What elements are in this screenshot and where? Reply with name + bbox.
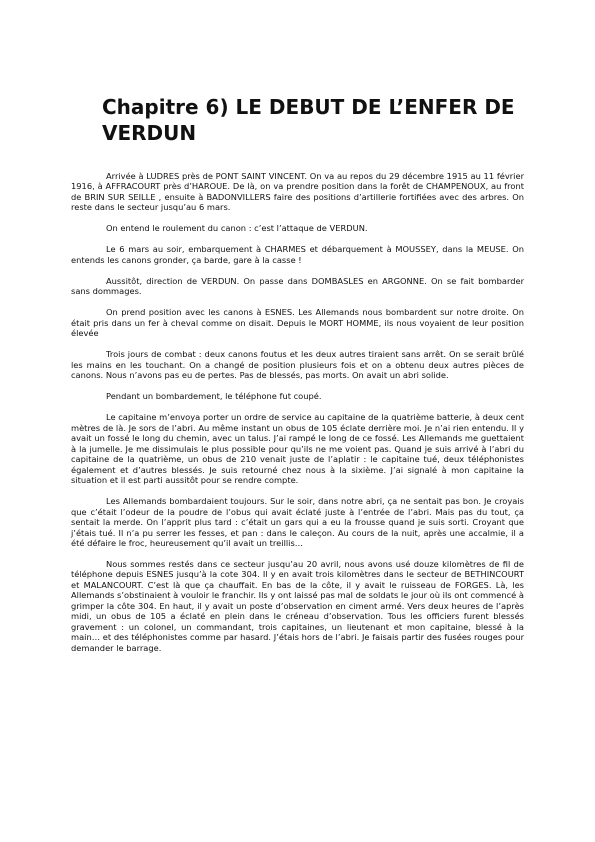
chapter-title: Chapitre 6) LE DEBUT DE L’ENFER DE VERDUN [102, 95, 515, 145]
chapter-body [71, 171, 524, 653]
paragraph: Aussitôt, direction de VERDUN. On passe dans DOMBASLES en ARGONNE. On se fait bombarder sans dommages. [71, 275, 524, 297]
paragraph: On entend le roulement du canon : c’est l’attaque de VERDUN. [106, 223, 368, 234]
paragraph: Le 6 mars au soir, embarquement à CHARMES et débarquement à MOUSSEY, dans la MEUSE. On entends les canons gronder, ça barde, gare à la casse ! [71, 244, 524, 265]
paragraph: Nous sommes restés dans ce secteur jusqu’au 20 avril, nous avons usé douze kilomètres de fil de téléphone depuis ESNES jusqu’à la cote 304. Il y en avait trois kilomètres dans le secteur de BETHINCOURT et MALANCOURT. C’est là que ça chauffait. En bas de la côte, il y avait le ruisseau de FORGES. Là, les Allemands s’obstinaient à vouloir le franchir. Ils y ont laissé pas mal de soldats le jour où ils ont commencé à grimper la côte 304. En haut, il y avait un poste d’observation en ciment armé. Vers deux heures de l’après midi, un obus de 105 a éclaté en plein dans le créneau d’observation. Tous les officiers furent blessés gravement : un colonel, un commandant, trois capitaines, un lieutenant et mon capitaine, blessé à la main… et des téléphonistes comme par hasard. J’étais hors de l’abri. Je faisais partir des fusées rouges pour demander le barrage. [71, 559, 524, 653]
paragraph: Les Allemands bombardaient toujours. Sur le soir, dans notre abri, ça ne sentait pas bon. Je croyais que c’était l’odeur de la poudre de l’obus qui avait éclaté juste à l’entrée de l’abri. Mais pas du tout, ça sentait la merde. On l’apprit plus tard : c’était un gars qui a eu la frousse quand je suis sorti. Croyant que j’étais tué. Il n’a pu serrer les fesses, et pan : dans le caleçon. Au cours de la nuit, après une accalmie, il a été défaire le froc, heureusement qu’il avait un treillis… [71, 496, 524, 548]
paragraph: Pendant un bombardement, le téléphone fut coupé. [106, 391, 322, 402]
paragraph: Trois jours de combat : deux canons foutus et les deux autres tiraient sans arrêt. On se serait brûlé les mains en les touchant. On a changé de position plusieurs fois et on a obtenu deux autres pièces de canons. Nous n’avons pas eu de pertes. Pas de blessés, pas morts. On avait un abri solide. [71, 349, 524, 381]
paragraph: Le capitaine m’envoya porter un ordre de service au capitaine de la quatrième batterie, à deux cent mètres de là. Je sors de l’abri. Au même instant un obus de 105 éclate derrière moi. Je n’ai rien entendu. Il y avait un fossé le long du chemin, avec un talus. J’ai rampé le long de ce fossé. Les Allemands me guettaient à la jumelle. Je me dissimulais le plus possible pour qu’ils ne me voient pas. Quand je suis arrivé à l’abri du capitaine de la quatrième, un obus de 210 venait juste de l’aplatir : le capitaine tué, deux téléphonistes également et d’autres blessés. Je suis retourné chez nous à la sixième. J’ai signalé à mon capitaine la situation et il est parti aussitôt pour se rendre compte. [71, 412, 524, 486]
paragraph: On prend position avec les canons à ESNES. Les Allemands nous bombardent sur notre droite. On était pris dans un fer à cheval comme on disait. Depuis le MORT HOMME, ils nous voyaient de leur position élevée [71, 307, 524, 339]
paragraph: Arrivée à LUDRES près de PONT SAINT VINCENT. On va au repos du 29 décembre 1915 au 11 février 1916, à AFFRACOURT près d’HAROUE. De là, on va prendre position dans la forêt de CHAMPENOUX, au front de BRIN SUR SEILLE , ensuite à BADONVILLERS faire des positions d’artillerie fortifiées avec des arbres. On reste dans le secteur jusqu’au 6 mars. [71, 171, 524, 213]
